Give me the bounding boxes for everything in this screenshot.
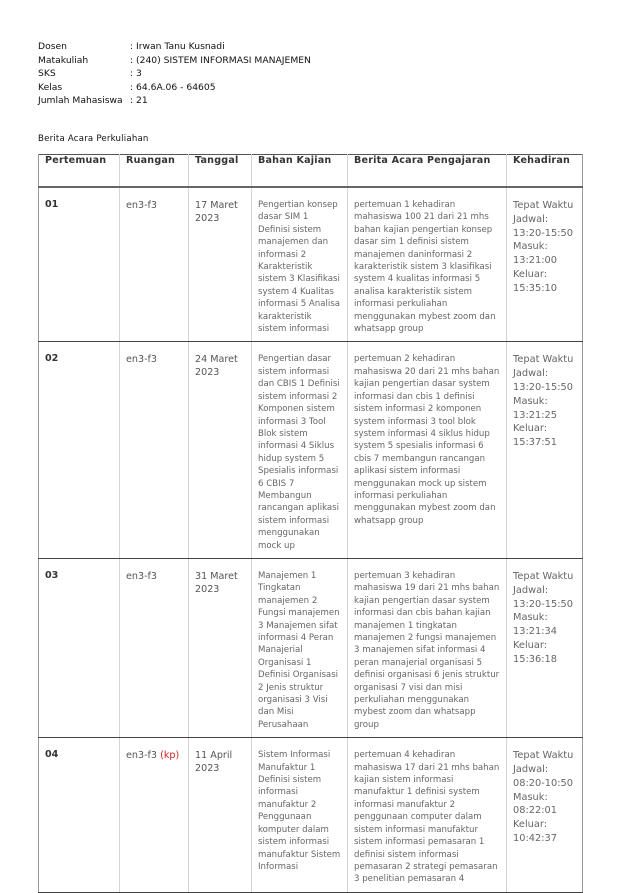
attendance-schedule: Jadwal: 13:20-15:50 bbox=[513, 213, 574, 239]
cell-kehadiran bbox=[507, 342, 583, 559]
attendance-in: Masuk: 13:21:34 bbox=[513, 612, 557, 638]
cell-ruangan bbox=[120, 738, 189, 892]
info-row-matakuliah bbox=[38, 54, 311, 68]
info-value: : (240) SISTEM INFORMASI MANAJEMEN bbox=[130, 54, 311, 66]
cell-bahan-kajian: Pengertian konsep dasar SIM 1 Definisi sistem manajemen dan informasi 2 Karakteristik sistem 3 Klasifikasi system 4 Kualitas informasi 5 Analisa karakteristik sistem informasi bbox=[252, 187, 348, 342]
cell-pertemuan: 02 bbox=[39, 342, 120, 559]
cell-berita-acara: pertemuan 4 kehadiran mahasiswa 17 dari 21 mhs bahan kajian sistem informasi manufaktur 1 definisi system informasi manufaktur 2 penggunaan computer dalam sistem informasi manufaktur sistem informasi pemasaran 1 definisi sistem informasi pemasaran 2 strategi pemasaran 3 penelitian pemasaran 4 bbox=[348, 738, 507, 892]
info-value: : 21 bbox=[130, 95, 148, 107]
info-row-jumlah-mahasiswa bbox=[38, 94, 311, 108]
attendance-status: Tepat Waktu bbox=[513, 200, 574, 211]
table-row bbox=[39, 738, 583, 892]
attendance-in: Masuk: 13:21:00 bbox=[513, 241, 557, 267]
cell-kehadiran bbox=[507, 558, 583, 737]
info-value: : 64.6A.06 - 64605 bbox=[130, 81, 216, 93]
cell-tanggal: 31 Maret 2023 bbox=[189, 558, 252, 737]
ruangan-code: en3-f3 bbox=[126, 200, 158, 211]
table-row bbox=[39, 342, 583, 559]
cell-kehadiran bbox=[507, 187, 583, 342]
attendance-status: Tepat Waktu bbox=[513, 354, 574, 366]
ruangan-code: en3-f3 bbox=[126, 354, 158, 366]
attendance-out: Keluar: 10:42:37 bbox=[513, 819, 557, 845]
attendance-in: Masuk: 08:22:01 bbox=[513, 791, 557, 817]
table-row bbox=[39, 187, 583, 342]
attendance-schedule: Jadwal: 13:20-15:50 bbox=[513, 584, 574, 610]
header-ruangan: Ruangan bbox=[120, 155, 189, 188]
cell-ruangan bbox=[120, 187, 189, 342]
info-label: Dosen bbox=[38, 41, 67, 52]
cell-berita-acara: pertemuan 1 kehadiran mahasiswa 100 21 dari 21 mhs bahan kajian pengertian konsep dasar sim 1 definisi sistem manajemen daninformasi 2 karakteristik sistem 3 klasifikasi system 4 kualitas informasi 5 analisa karakteristik sistem informasi perkuliahan menggunakan mybest zoom dan whatsapp group bbox=[348, 187, 507, 342]
header-kehadiran: Kehadiran bbox=[507, 155, 583, 188]
cell-pertemuan: 04 bbox=[39, 738, 120, 892]
cell-berita-acara: pertemuan 3 kehadiran mahasiswa 19 dari 21 mhs bahan kajian pengertian dasar system informasi dan cbis bahan kajian manajemen 1 tingkatan manajemen 2 fungsi manajemen 3 manajemen sifat informasi 4 peran manajerial organisasi 5 definisi organisasi 6 jenis struktur organisasi 7 visi dan misi perkuliahan menggunakan mybest zoom dan whatsapp group bbox=[348, 558, 507, 737]
attendance-out: Keluar: 15:35:10 bbox=[513, 268, 557, 294]
info-label: SKS bbox=[38, 68, 56, 80]
attendance-status: Tepat Waktu bbox=[513, 570, 574, 582]
table-row bbox=[39, 558, 583, 737]
ruangan-code: en3-f3 bbox=[126, 570, 158, 582]
course-info bbox=[38, 40, 311, 108]
info-row-kelas bbox=[38, 81, 311, 95]
info-value: : 3 bbox=[130, 68, 142, 80]
header-bahan-kajian: Bahan Kajian bbox=[252, 155, 348, 188]
info-row-dosen bbox=[38, 40, 311, 54]
table-header-row bbox=[39, 155, 583, 188]
info-row-sks bbox=[38, 67, 311, 81]
cell-bahan-kajian: Pengertian dasar sistem informasi dan CBIS 1 Definisi sistem informasi 2 Komponen sistem informasi 3 Tool Blok sistem informasi 4 Siklus hidup system 5 Spesialis informasi 6 CBIS 7 Membangun rancangan aplikasi sistem informasi menggunakan mock up bbox=[252, 342, 348, 559]
header-tanggal: Tanggal bbox=[189, 155, 252, 188]
info-value: : Irwan Tanu Kusnadi bbox=[130, 41, 225, 52]
cell-pertemuan: 03 bbox=[39, 558, 120, 737]
cell-pertemuan: 01 bbox=[39, 187, 120, 342]
info-label: Matakuliah bbox=[38, 54, 89, 66]
cell-tanggal: 17 Maret 2023 bbox=[189, 187, 252, 342]
header-berita-acara: Berita Acara Pengajaran bbox=[348, 155, 507, 188]
ruangan-code: en3-f3 bbox=[126, 750, 158, 762]
info-label: Kelas bbox=[38, 81, 63, 93]
info-label: Jumlah Mahasiswa bbox=[38, 95, 123, 107]
cell-tanggal: 24 Maret 2023 bbox=[189, 342, 252, 559]
header-pertemuan: Pertemuan bbox=[39, 155, 120, 188]
cell-bahan-kajian: Manajemen 1 Tingkatan manajemen 2 Fungsi manajemen 3 Manajemen sifat informasi 4 Peran Manajerial Organisasi 1 Definisi Organisasi 2 Jenis struktur organisasi 3 Visi dan Misi Perusahaan bbox=[252, 558, 348, 737]
attendance-out: Keluar: 15:37:51 bbox=[513, 423, 557, 449]
attendance-schedule: Jadwal: 08:20-10:50 bbox=[513, 764, 574, 789]
attendance-status: Tepat Waktu bbox=[513, 750, 574, 762]
cell-ruangan bbox=[120, 558, 189, 737]
cell-ruangan bbox=[120, 342, 189, 559]
cell-tanggal: 11 April 2023 bbox=[189, 738, 252, 892]
attendance-table bbox=[38, 154, 583, 893]
attendance-in: Masuk: 13:21:25 bbox=[513, 395, 557, 421]
ruangan-tag: (kp) bbox=[160, 750, 180, 762]
attendance-out: Keluar: 15:36:18 bbox=[513, 639, 557, 665]
attendance-schedule: Jadwal: 13:20-15:50 bbox=[513, 368, 574, 394]
cell-kehadiran bbox=[507, 738, 583, 892]
cell-bahan-kajian: Sistem Informasi Manufaktur 1 Definisi sistem informasi manufaktur 2 Penggunaan komputer dalam sistem informasi manufaktur Sistem Informasi bbox=[252, 738, 348, 892]
cell-berita-acara: pertemuan 2 kehadiran mahasiswa 20 dari 21 mhs bahan kajian pengertian dasar system informasi dan cbis 1 definisi sistem informasi 2 komponen system informasi 3 tool blok system informasi 4 siklus hidup system 5 spesialis informasi 6 cbis 7 membangun rancangan aplikasi sistem informasi menggunakan mock up sistem informasi perkuliahan menggunakan mybest zoom dan whatsapp group bbox=[348, 342, 507, 559]
section-title: Berita Acara Perkuliahan bbox=[38, 134, 149, 144]
